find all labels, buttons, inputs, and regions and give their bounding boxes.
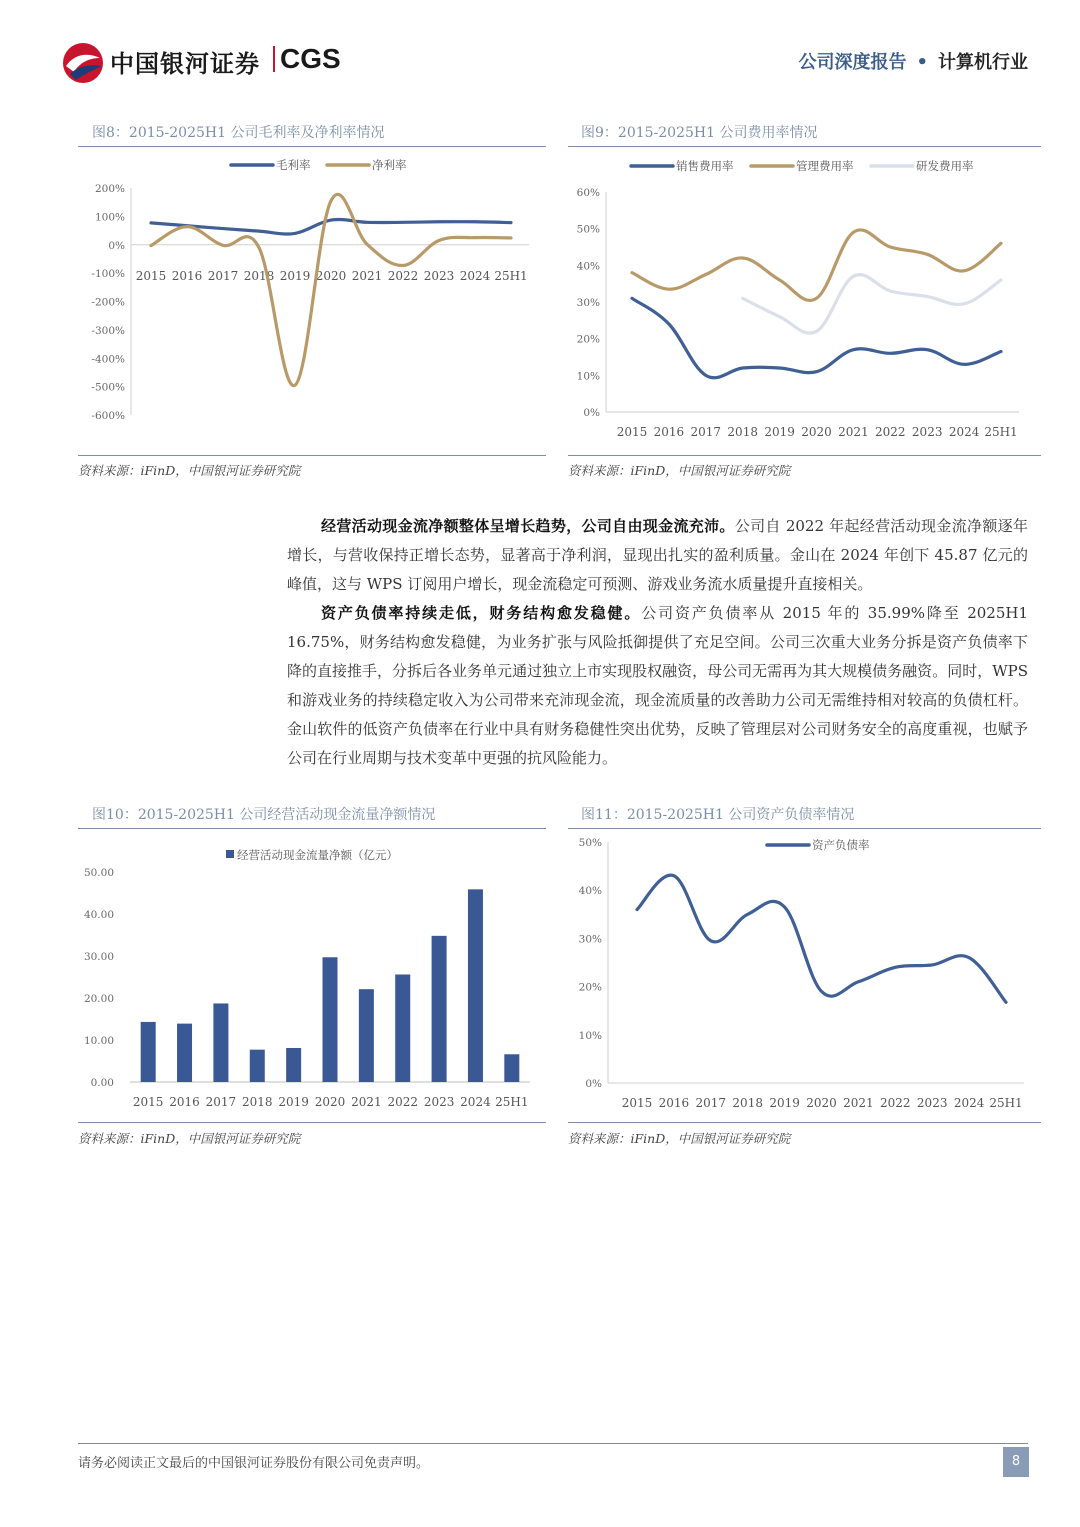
y-tick-label: 50% bbox=[576, 223, 600, 236]
x-tick-label: 2015 bbox=[616, 425, 648, 439]
y-tick-label: 10% bbox=[576, 370, 600, 383]
y-tick-label: 200% bbox=[94, 183, 125, 195]
x-tick-label: 2020 bbox=[315, 269, 347, 283]
bar-2024 bbox=[468, 889, 483, 1082]
y-tick-label: 30% bbox=[578, 933, 602, 946]
fig8-source: 资料来源：iFinD，中国银河证券研究院 bbox=[78, 463, 301, 478]
x-tick-label: 25H1 bbox=[984, 425, 1018, 439]
x-tick-label: 2022 bbox=[387, 1095, 419, 1109]
fig9-chart bbox=[568, 148, 1041, 452]
fig10-source: 资料来源：iFinD，中国银河证券研究院 bbox=[78, 1131, 301, 1146]
x-tick-label: 2019 bbox=[279, 269, 311, 283]
brand-logo bbox=[60, 40, 350, 84]
x-tick-label: 25H1 bbox=[495, 1095, 529, 1109]
y-tick-label: 40% bbox=[576, 260, 600, 273]
x-tick-label: 2016 bbox=[171, 269, 203, 283]
footer-rule bbox=[78, 1443, 1028, 1444]
report-type: 公司深度报告 bbox=[798, 52, 907, 73]
x-tick-label: 2019 bbox=[769, 1096, 800, 1110]
x-tick-label: 2020 bbox=[806, 1096, 837, 1110]
header-separator: • bbox=[916, 52, 928, 73]
y-tick-label: -300% bbox=[91, 324, 125, 337]
y-tick-label: 40.00 bbox=[83, 909, 114, 921]
y-tick-label: 30% bbox=[576, 297, 600, 309]
fig8-bottom-rule bbox=[78, 455, 546, 456]
fig8-top-rule bbox=[78, 146, 546, 147]
bar-2017 bbox=[213, 1003, 228, 1082]
x-tick-label: 2018 bbox=[241, 1095, 273, 1109]
fig10-title: 图10：2015-2025H1 公司经营活动现金流量净额情况 bbox=[92, 807, 436, 823]
y-tick-label: -600% bbox=[91, 410, 125, 422]
bar-2018 bbox=[250, 1050, 265, 1082]
y-tick-label: -400% bbox=[91, 353, 125, 366]
bar-2016 bbox=[177, 1024, 192, 1082]
fig11-source: 资料来源：iFinD，中国银河证券研究院 bbox=[568, 1131, 791, 1146]
series-line-研发费用率 bbox=[743, 275, 1001, 334]
legend-label: 销售费用率 bbox=[676, 159, 734, 173]
x-tick-label: 2016 bbox=[658, 1096, 690, 1110]
paragraph-cashflow bbox=[287, 512, 1028, 599]
x-tick-label: 2016 bbox=[653, 425, 685, 439]
paragraph-leverage-body: 公司资产负债率从 2015 年的 35.99%降至 2025H1 16.75%，财务结构愈发稳健，为业务扩张与风险抵御提供了充足空间。公司三次重大业务分拆是资产负债率下降的直接推手，分拆后各业务单元通过独立上市实现股权融资，母公司无需再为其大规模债务融资。同时，WPS 和游戏业务的持续稳定收入为公司带来充沛现金流，现金流质量的改善助力公司无需维持相对较高的负债杠杆。金山软件的低资产负债率在行业中具有财务稳健性突出优势，反映了管理层对公司财务安全的高度重视，也赋予公司在行业周期与技术变革中更强的抗风险能力。 bbox=[287, 604, 1028, 767]
y-tick-label: -200% bbox=[91, 296, 125, 309]
industry-label: 计算机行业 bbox=[938, 52, 1028, 73]
paragraph-leverage-lead: 资产负债率持续走低，财务结构愈发稳健。 bbox=[321, 604, 642, 622]
x-tick-label: 2021 bbox=[843, 1096, 874, 1110]
series-line-管理费用率 bbox=[632, 230, 1001, 301]
y-tick-label: 20.00 bbox=[83, 993, 114, 1005]
paragraph-cashflow-lead: 经营活动现金流净额整体呈增长趋势，公司自由现金流充沛。 bbox=[321, 517, 735, 535]
brand-name-cn: 中国银河证券 bbox=[110, 50, 260, 78]
y-tick-label: 50.00 bbox=[83, 867, 114, 879]
x-tick-label: 2015 bbox=[135, 269, 167, 283]
logo-icon bbox=[60, 40, 106, 86]
series-line-资产负债率 bbox=[637, 875, 1006, 1002]
page-number: 8 bbox=[1003, 1447, 1029, 1477]
x-tick-label: 2023 bbox=[916, 1096, 948, 1110]
x-tick-label: 2024 bbox=[953, 1096, 985, 1110]
y-tick-label: 20% bbox=[576, 333, 600, 346]
x-tick-label: 2015 bbox=[621, 1096, 653, 1110]
x-tick-label: 2018 bbox=[243, 269, 275, 283]
x-tick-label: 2017 bbox=[695, 1096, 727, 1110]
paragraph-cashflow-body: 公司自 2022 年起经营活动现金流净额逐年增长，与营收保持正增长态势，显著高于净利润，显现出扎实的盈利质量。金山在 2024 年创下 45.87 亿元的峰值，这与 WPS 订阅用户增长，现金流稳定可预测、游戏业务流水质量提升直接相关。 bbox=[287, 517, 1028, 593]
x-tick-label: 2016 bbox=[169, 1095, 200, 1109]
legend-label: 管理费用率 bbox=[796, 159, 854, 173]
x-tick-label: 2017 bbox=[690, 425, 722, 439]
series-line-毛利率 bbox=[151, 219, 511, 234]
x-tick-label: 2022 bbox=[875, 425, 906, 439]
x-tick-label: 2019 bbox=[278, 1095, 309, 1109]
bar-2022 bbox=[395, 974, 410, 1082]
x-tick-label: 2020 bbox=[801, 425, 832, 439]
y-tick-label: 20% bbox=[578, 981, 602, 994]
fig11-top-rule bbox=[568, 828, 1041, 829]
y-tick-label: 60% bbox=[576, 187, 600, 199]
fig10-chart bbox=[78, 830, 546, 1120]
brand-separator bbox=[273, 46, 275, 72]
x-tick-label: 2018 bbox=[732, 1096, 763, 1110]
bar-25H1 bbox=[504, 1054, 519, 1082]
x-tick-label: 2021 bbox=[351, 269, 383, 283]
y-tick-label: 0.00 bbox=[90, 1077, 114, 1089]
bar-2019 bbox=[286, 1048, 301, 1082]
fig11-bottom-rule bbox=[568, 1122, 1041, 1123]
legend-label: 研发费用率 bbox=[916, 159, 974, 173]
y-tick-label: 50% bbox=[578, 837, 602, 849]
fig9-title: 图9：2015-2025H1 公司费用率情况 bbox=[581, 125, 818, 141]
x-tick-label: 2024 bbox=[459, 269, 491, 283]
x-tick-label: 2015 bbox=[132, 1095, 164, 1109]
bar-2020 bbox=[323, 957, 338, 1082]
legend-label: 净利率 bbox=[372, 158, 407, 172]
x-tick-label: 2022 bbox=[880, 1096, 911, 1110]
fig11-title: 图11：2015-2025H1 公司资产负债率情况 bbox=[581, 807, 855, 823]
x-tick-label: 2017 bbox=[207, 269, 239, 283]
x-tick-label: 2023 bbox=[423, 1095, 455, 1109]
x-tick-label: 2023 bbox=[911, 425, 943, 439]
bar-2021 bbox=[359, 989, 374, 1082]
x-tick-label: 2021 bbox=[838, 425, 869, 439]
y-tick-label: 0% bbox=[585, 1078, 602, 1090]
y-tick-label: 40% bbox=[578, 885, 602, 898]
legend-label: 资产负债率 bbox=[812, 838, 870, 852]
x-tick-label: 2024 bbox=[460, 1095, 491, 1109]
brand-name-en: CGS bbox=[280, 43, 341, 74]
report-header bbox=[798, 48, 1028, 74]
fig9-source: 资料来源：iFinD，中国银河证券研究院 bbox=[568, 463, 791, 478]
paragraph-leverage bbox=[287, 599, 1028, 773]
x-tick-label: 2019 bbox=[764, 425, 795, 439]
fig8-chart bbox=[78, 148, 546, 452]
bar-2023 bbox=[432, 936, 447, 1082]
fig9-top-rule bbox=[568, 146, 1041, 147]
y-tick-label: 0% bbox=[583, 407, 600, 419]
y-tick-label: 100% bbox=[94, 211, 125, 224]
fig8-title: 图8：2015-2025H1 公司毛利率及净利率情况 bbox=[92, 125, 385, 141]
legend-label: 毛利率 bbox=[276, 158, 311, 172]
y-tick-label: -500% bbox=[91, 381, 125, 394]
legend-swatch bbox=[226, 850, 234, 858]
x-tick-label: 2023 bbox=[423, 269, 455, 283]
x-tick-label: 2024 bbox=[948, 425, 980, 439]
x-tick-label: 2021 bbox=[351, 1095, 382, 1109]
x-tick-label: 2020 bbox=[314, 1095, 346, 1109]
fig10-top-rule bbox=[78, 828, 546, 829]
x-tick-label: 2022 bbox=[387, 269, 419, 283]
fig11-chart bbox=[568, 830, 1041, 1120]
body-text bbox=[287, 512, 1028, 773]
fig10-bottom-rule bbox=[78, 1122, 546, 1123]
x-tick-label: 2017 bbox=[205, 1095, 237, 1109]
y-tick-label: 10% bbox=[578, 1029, 602, 1042]
x-tick-label: 25H1 bbox=[989, 1096, 1023, 1110]
y-tick-label: 0% bbox=[108, 239, 125, 252]
y-tick-label: 30.00 bbox=[83, 951, 114, 963]
legend-label: 经营活动现金流量净额（亿元） bbox=[237, 848, 398, 862]
x-tick-label: 25H1 bbox=[494, 269, 528, 283]
x-tick-label: 2018 bbox=[727, 425, 758, 439]
fig9-bottom-rule bbox=[568, 455, 1041, 456]
footer-disclaimer: 请务必阅读正文最后的中国银河证券股份有限公司免责声明。 bbox=[78, 1456, 430, 1471]
series-line-销售费用率 bbox=[632, 298, 1001, 377]
y-tick-label: 10.00 bbox=[83, 1035, 114, 1047]
bar-2015 bbox=[141, 1022, 156, 1082]
y-tick-label: -100% bbox=[91, 268, 125, 281]
